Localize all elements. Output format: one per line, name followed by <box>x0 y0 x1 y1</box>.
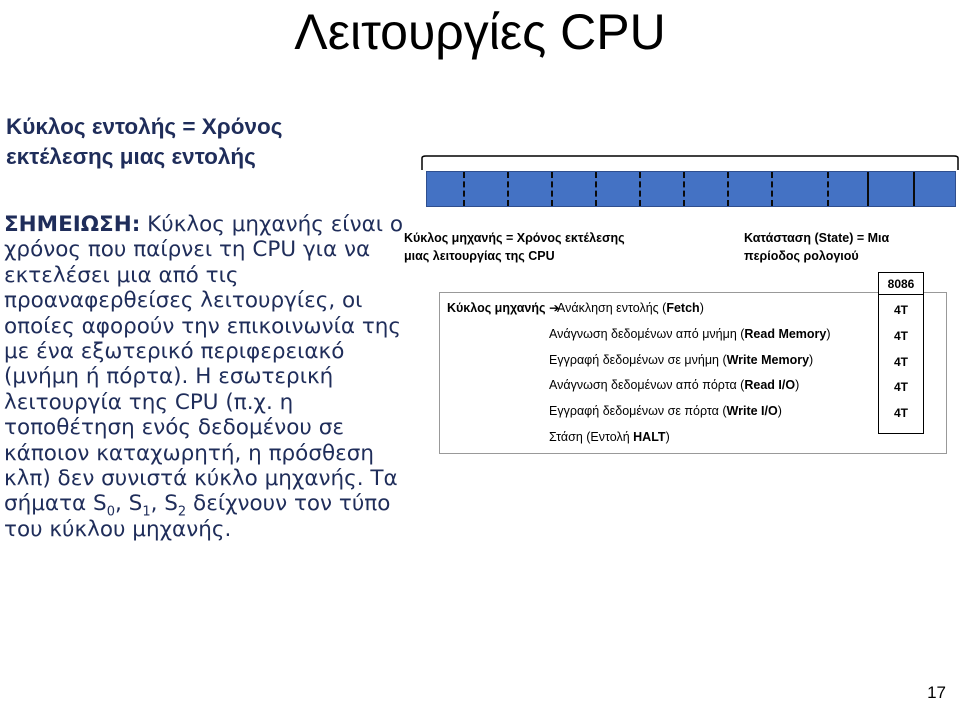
machine-cycle-brace <box>420 155 960 171</box>
cycle-row-write-memory: Εγγραφή δεδομένων σε μνήμη (Write Memory) <box>549 353 814 367</box>
state-divider <box>463 172 465 206</box>
state-divider <box>639 172 641 206</box>
arrow-icon: ➔ <box>548 301 560 315</box>
cycle-prefix-label: Κύκλος μηχανής <box>447 301 546 315</box>
state-divider-solid <box>913 172 915 206</box>
note-sep-2: , S <box>150 491 178 517</box>
page-number: 17 <box>927 683 946 702</box>
note-sub-0: 0 <box>106 504 115 520</box>
cycle-row-halt: Στάση (Εντολή HALT) <box>549 430 670 444</box>
note-prefix: ΣΗΜΕΙΩΣΗ: <box>4 212 141 237</box>
state-divider <box>827 172 829 206</box>
machine-cycle-label: Κύκλος μηχανής = Χρόνος εκτέλεσης μιας λειτουργίας της CPU <box>404 231 625 263</box>
note-sub-2: 2 <box>177 504 187 520</box>
table-cell: 4T <box>893 380 908 394</box>
table-cell: 4T <box>893 303 908 317</box>
clock-state-bar <box>426 171 956 207</box>
note-sep-1: , S <box>114 491 143 517</box>
note-sub-1: 1 <box>142 504 151 520</box>
state-divider <box>771 172 773 206</box>
table-cell: 4T <box>893 406 908 420</box>
cycle-prefix <box>447 300 559 316</box>
state-divider <box>595 172 597 206</box>
instruction-cycle-definition: Κύκλος εντολής = Χρόνος εκτέλεσης μιας εντολής <box>6 114 283 169</box>
states-table-8086 <box>878 272 924 434</box>
machine-cycle-types-box <box>439 292 947 454</box>
state-divider <box>551 172 553 206</box>
cycle-row-fetch: Ανάκληση εντολής (Fetch) <box>557 301 704 315</box>
table-cell: 4T <box>893 329 908 343</box>
state-label: Κατάσταση (State) = Μια περίοδος ρολογιού <box>744 231 890 263</box>
note-text: Κύκλος μηχανής είναι ο χρόνος που παίρνει τη CPU για να εκτελέσει μια από τις προαναφερθείσες λειτουργίες, οι οποίες αφορούν την επικοινωνία της με ένα εξωτερικό περιφερειακό (μνήμη ή πόρτα). Η εσωτερική λειτουργία της CPU (π.χ. η τοποθέτηση ενός δεδομένου σε κάποιον καταχωρητή, η πρόσθεση κλπ) δεν συνιστά κύκλο μηχανής. Τα σήματα S <box>4 212 404 517</box>
cycle-row-write-io: Εγγραφή δεδομένων σε πόρτα (Write I/O) <box>549 404 782 418</box>
note-text-end: δείχνουν τον τύπο του κύκλου μηχανής. <box>4 491 391 542</box>
table-cell: 4T <box>893 355 908 369</box>
cycle-row-read-memory: Ανάγνωση δεδομένων από μνήμη (Read Memory) <box>549 327 831 341</box>
slide-title: Λειτουργίες CPU <box>294 4 666 60</box>
cycle-row-read-io: Ανάγνωση δεδομένων από πόρτα (Read I/O) <box>549 378 800 392</box>
note-paragraph <box>4 212 404 542</box>
state-divider-solid <box>867 172 869 206</box>
state-divider <box>683 172 685 206</box>
table-header: 8086 <box>879 273 923 295</box>
state-divider <box>507 172 509 206</box>
state-divider <box>727 172 729 206</box>
